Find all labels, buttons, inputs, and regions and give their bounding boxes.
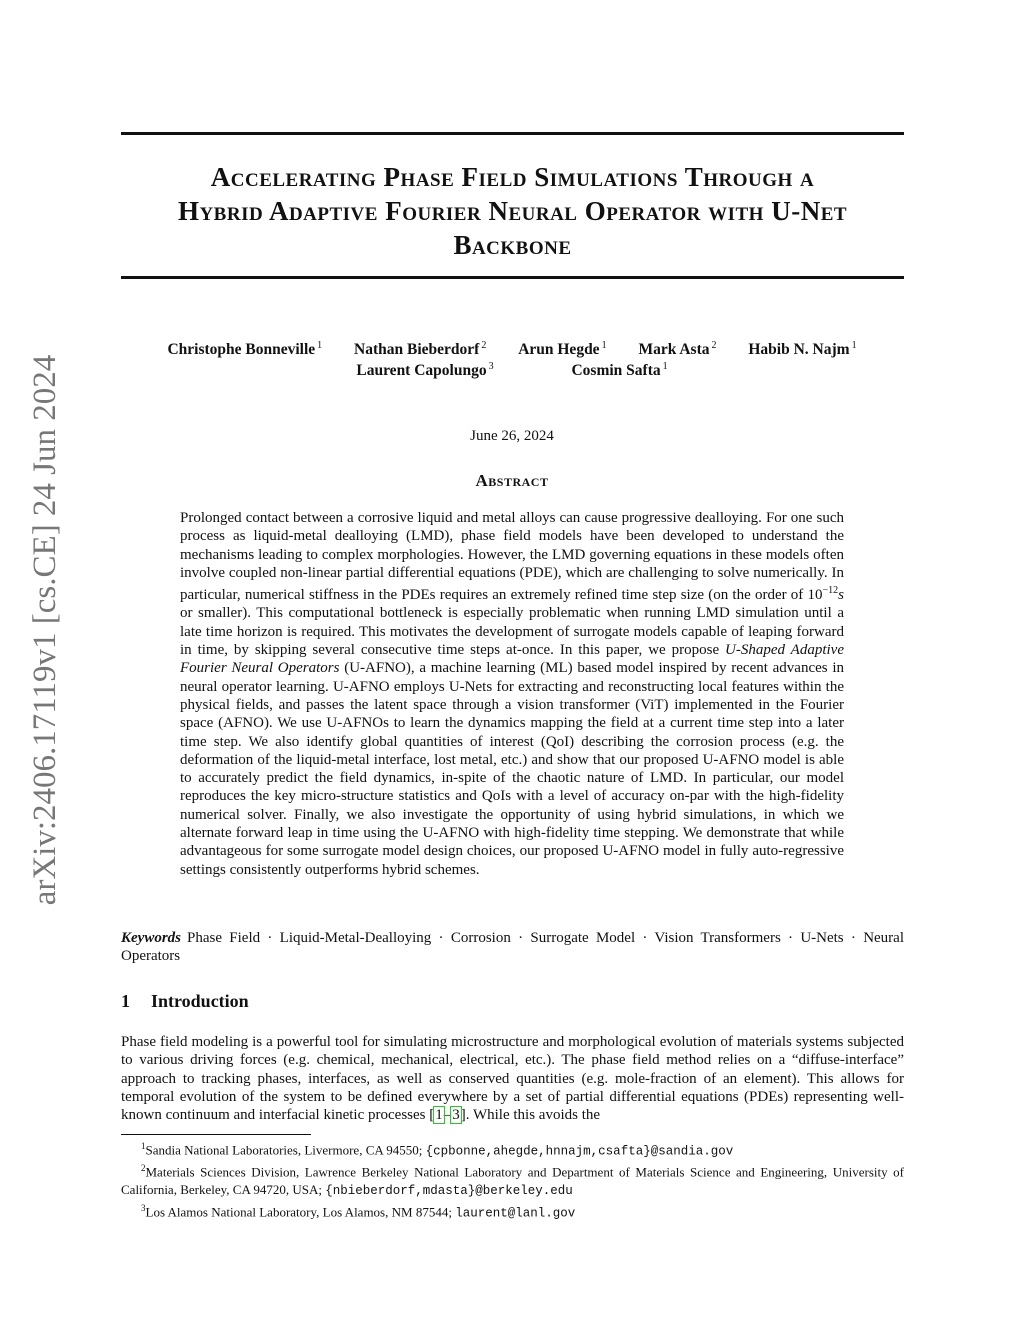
footnote-rule [121, 1134, 311, 1135]
affiliation-mark: 1 [317, 340, 323, 351]
title-line: Backbone [453, 230, 572, 260]
abstract-text: or smaller). This computational bottleneck is especially problematic when running LMD simulation until a late time horizon is required. This motivates the development of surrogate models capable of leaping forward in time, by skipping several consecutive time steps at-once. In this paper, we propose [180, 605, 844, 659]
affiliation-mark: 2 [711, 340, 717, 351]
affiliation-mark: 1 [601, 340, 607, 351]
author [354, 340, 486, 359]
section-title: Introduction [151, 991, 249, 1011]
affiliation-mark: 3 [488, 361, 494, 372]
paper-title [121, 160, 904, 262]
footnote-text: Los Alamos National Laboratory, Los Alamos, NM 87544; [145, 1203, 456, 1219]
footnote [121, 1160, 904, 1199]
abstract-text: (U-AFNO), a machine learning (ML) based model inspired by recent advances in neural operator learning. U-AFNO employs U-Nets for extracting and reconstructing local features within the physical fields, and passes the latent space through a vision transformer (ViT) implemented in the Fourier space (AFNO). We use U-AFNOs to learn the dynamics mapping the field at a current time step into a later time step. We also identify global quantities of interest (QoI) describing the corrosion process (e.g. the deformation of the liquid-metal interface, lost metal, etc.) and show that our proposed U-AFNO model is able to accurately predict the field dynamics, in-spite of the chaotic nature of LMD. In particular, our model reproduces the key micro-structure statistics and QoIs with a level of accuracy on-par with the high-fidelity numerical solver. Finally, we also investigate the opportunity of using hybrid simulations, in which we alternate forward leap in time using the U-AFNO with high-fidelity time stepping. We demonstrate that while advantageous for some surrogate model design choices, our proposed U-AFNO model in fully auto-regressive settings consistently outperforms hybrid schemes. [180, 660, 844, 878]
author-name: Cosmin Safta [571, 362, 661, 380]
math-expression [808, 587, 844, 603]
author [518, 340, 606, 359]
keywords [121, 929, 904, 965]
citation-separator: – [443, 1107, 452, 1124]
author-list-row-2 [0, 361, 1024, 380]
abstract-text: Prolonged contact between a corrosive liquid and metal alloys can cause progressive dealloying. For one such process as liquid-metal dealloying (LMD), phase field models have been developed to understand the mechanisms leading to complex morphologies. However, the LMD governing equations in these models often involve coupled non-linear partial differential equations (PDE), which are challenging to solve numerically. In particular, numerical stiffness in the PDEs requires an extremely refined time step size (on the order of [180, 510, 844, 604]
title-bottom-rule [121, 276, 904, 279]
author [748, 340, 856, 359]
author [638, 340, 716, 359]
affiliation-mark: 2 [481, 340, 487, 351]
footnote-email: {nbieberdorf,mdasta}@berkeley.edu [325, 1183, 573, 1198]
footnotes [121, 1138, 904, 1222]
footnote-text: Materials Sciences Division, Lawrence Berkeley National Laboratory and Department of Materials Science and Engineering, University of California, Berkeley, CA 94720, USA; [121, 1164, 904, 1197]
footnote-mark: 1 [141, 1141, 146, 1151]
introduction-paragraph [121, 1033, 904, 1124]
citation-link[interactable]: 1 [435, 1107, 443, 1124]
author-name: Mark Asta [638, 341, 710, 359]
arxiv-identifier: arXiv:2406.17119v1 [cs.CE] 24 Jun 2024 [27, 354, 63, 906]
footnote-email: laurent@lanl.gov [455, 1205, 576, 1220]
title-line: Accelerating Phase Field Simulations Through a [210, 162, 815, 192]
footnote-text: Sandia National Laboratories, Livermore, CA 94550; [145, 1142, 426, 1158]
affiliation-mark: 1 [662, 361, 668, 372]
abstract-emphasis: U-Shaped Adaptive Fourier Neural Operators [180, 642, 844, 677]
section-number: 1 [121, 991, 130, 1011]
author-list-row-1 [0, 340, 1024, 359]
author [571, 361, 667, 380]
author [167, 340, 322, 359]
abstract-body [180, 509, 844, 879]
title-top-rule [121, 132, 904, 135]
math-base: 10 [807, 587, 823, 604]
intro-text: ]. While this avoids the [460, 1107, 601, 1124]
footnote [121, 1200, 904, 1222]
footnote-mark: 2 [141, 1163, 146, 1174]
author-name: Laurent Capolungo [356, 362, 487, 380]
math-exponent: −12 [822, 585, 839, 597]
footnote-email: {cpbonne,ahegde,hnnajm,csafta}@sandia.gov [425, 1144, 734, 1159]
title-line: Hybrid Adaptive Fourier Neural Operator with U-Net [177, 196, 848, 226]
author-name: Habib N. Najm [748, 341, 850, 359]
abstract-heading: Abstract [475, 471, 549, 490]
author [356, 361, 493, 380]
math-unit: s [838, 587, 844, 604]
footnote [121, 1138, 904, 1160]
publication-date: June 26, 2024 [470, 428, 554, 444]
footnote-mark: 3 [141, 1202, 146, 1213]
keywords-list: Phase Field · Liquid-Metal-Dealloying · Corrosion · Surrogate Model · Vision Transformers · U-Nets · Neural Operators [121, 930, 904, 964]
section-heading [121, 991, 249, 1012]
author-name: Christophe Bonneville [167, 341, 316, 359]
citation-link[interactable]: 3 [452, 1107, 460, 1124]
author-name: Nathan Bieberdorf [354, 341, 480, 359]
affiliation-mark: 1 [851, 340, 857, 351]
intro-text: Phase field modeling is a powerful tool for simulating microstructure and morphological evolution of materials systems subjected to various driving forces (e.g. chemical, mechanical, electrical, etc.). The phase field method relies on a “diffuse-interface” approach to tracking phases, interfaces, as well as conserved quantities (e.g. mole-fraction of an element). This allows for temporal evolution of the system to be defined everywhere by a set of partial differential equations (PDEs) representing well-known continuum and interfacial kinetic processes [ [121, 1034, 904, 1124]
author-name: Arun Hegde [518, 341, 600, 359]
keywords-label: Keywords [121, 930, 181, 946]
